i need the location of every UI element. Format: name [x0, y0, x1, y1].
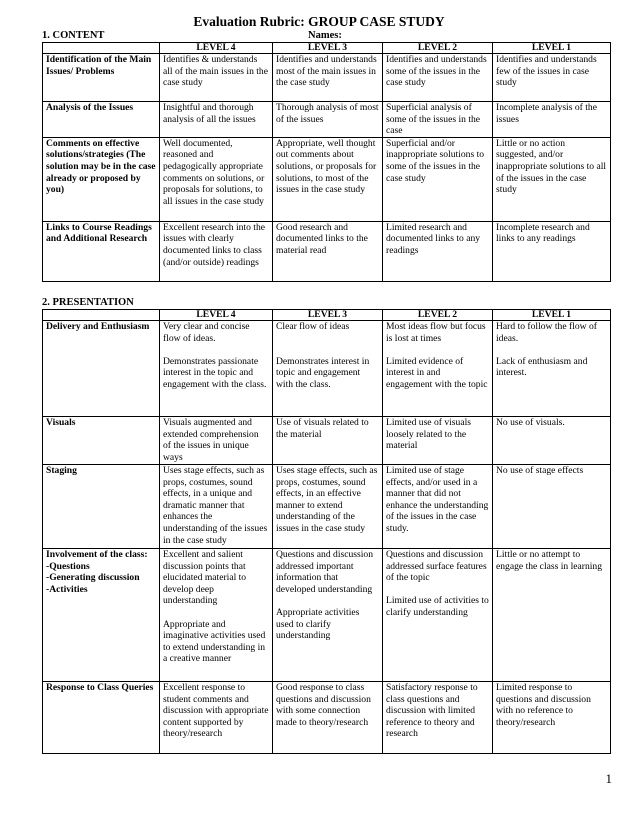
- content-rubric-table: [42, 42, 611, 282]
- rubric-cell: Hard to follow the flow of ideas. Lack of enthusiasm and interest.: [493, 321, 611, 417]
- rubric-cell: Limited use of visuals loosely related to the material: [383, 417, 493, 465]
- rubric-cell: Identifies and understands some of the issues in the case study: [383, 54, 493, 102]
- rubric-cell: Excellent response to student comments and discussion with appropriate content supported by theory/research: [160, 682, 273, 754]
- rubric-cell: Little or no attempt to engage the class in learning: [493, 549, 611, 682]
- rubric-cell: Incomplete research and links to any readings: [493, 221, 611, 281]
- table-row: [43, 137, 611, 221]
- rubric-cell: Identifies and understands most of the main issues in the case study: [273, 54, 383, 102]
- level-header: LEVEL 1: [493, 310, 611, 321]
- table-header-row: [43, 43, 611, 54]
- header-blank: [43, 310, 160, 321]
- rubric-cell: Excellent research into the issues with clearly documented links to class (and/or outside) readings: [160, 221, 273, 281]
- rubric-cell: Use of visuals related to the material: [273, 417, 383, 465]
- criterion-cell: Response to Class Queries: [43, 682, 160, 754]
- level-header: LEVEL 4: [160, 43, 273, 54]
- rubric-cell: Superficial and/or inappropriate solutions to some of the issues in the case study: [383, 137, 493, 221]
- rubric-cell: Well documented, reasoned and pedagogically appropriate comments on solutions, or proposals for solutions, to all issues in the case study: [160, 137, 273, 221]
- rubric-cell: No use of stage effects: [493, 465, 611, 549]
- criterion-cell: Involvement of the class: -Questions -Generating discussion -Activities: [43, 549, 160, 682]
- rubric-cell: Limited use of stage effects, and/or used in a manner that did not enhance the understanding of the issues in the case study.: [383, 465, 493, 549]
- criterion-cell: Analysis of the Issues: [43, 102, 160, 138]
- page-number: 1: [605, 771, 612, 786]
- rubric-cell: Questions and discussion addressed important information that developed understanding Appropriate activities used to clarify understanding: [273, 549, 383, 682]
- rubric-cell: Incomplete analysis of the issues: [493, 102, 611, 138]
- rubric-cell: Clear flow of ideas Demonstrates interest in topic and engagement with the class.: [273, 321, 383, 417]
- level-header: LEVEL 2: [383, 310, 493, 321]
- rubric-cell: No use of visuals.: [493, 417, 611, 465]
- rubric-cell: Satisfactory response to class questions and discussion with limited reference to theory and research: [383, 682, 493, 754]
- table-header-row: [43, 310, 611, 321]
- rubric-cell: Identifies & understands all of the main issues in the case study: [160, 54, 273, 102]
- section-heading-content: [42, 30, 610, 42]
- rubric-cell: Uses stage effects, such as props, costumes, sound effects, in an effective manner to extend understanding of the issues in the case study: [273, 465, 383, 549]
- criterion-cell: Delivery and Enthusiasm: [43, 321, 160, 417]
- criterion-cell: Comments on effective solutions/strategies (The solution may be in the case already or proposed by you): [43, 137, 160, 221]
- level-header: LEVEL 2: [383, 43, 493, 54]
- rubric-cell: Good response to class questions and discussion with some connection made to theory/research: [273, 682, 383, 754]
- rubric-cell: Limited research and documented links to any readings: [383, 221, 493, 281]
- table-row: [43, 102, 611, 138]
- header-blank: [43, 43, 160, 54]
- rubric-cell: Appropriate, well thought out comments about solutions, or proposals for solutions, to most of the issues in the case study: [273, 137, 383, 221]
- rubric-cell: Insightful and thorough analysis of all the issues: [160, 102, 273, 138]
- level-header: LEVEL 1: [493, 43, 611, 54]
- section-heading-presentation: [42, 297, 610, 309]
- rubric-cell: Excellent and salient discussion points that elucidated material to develop deep understanding Appropriate and imaginative activities used to extend understanding in a creative manner: [160, 549, 273, 682]
- rubric-cell: Visuals augmented and extended comprehension of the issues in unique ways: [160, 417, 273, 465]
- presentation-rubric-table: [42, 309, 611, 754]
- criterion-cell: Visuals: [43, 417, 160, 465]
- table-row: [43, 417, 611, 465]
- rubric-cell: Identifies and understands few of the issues in case study: [493, 54, 611, 102]
- names-label: Names:: [308, 30, 342, 41]
- page-title: Evaluation Rubric: GROUP CASE STUDY: [193, 14, 445, 29]
- table-row: [43, 682, 611, 754]
- level-header: LEVEL 4: [160, 310, 273, 321]
- rubric-cell: Superficial analysis of some of the issues in the case: [383, 102, 493, 138]
- table-row: [43, 321, 611, 417]
- rubric-cell: Limited response to questions and discussion with no reference to theory/research: [493, 682, 611, 754]
- table-row: [43, 54, 611, 102]
- rubric-cell: Good research and documented links to the material read: [273, 221, 383, 281]
- criterion-cell: Identification of the Main Issues/ Problems: [43, 54, 160, 102]
- level-header: LEVEL 3: [273, 310, 383, 321]
- criterion-cell: Staging: [43, 465, 160, 549]
- rubric-cell: Little or no action suggested, and/or inappropriate solutions to all of the issues in the case study: [493, 137, 611, 221]
- section-title: 1. CONTENT: [42, 30, 105, 41]
- criterion-cell: Links to Course Readings and Additional Research: [43, 221, 160, 281]
- table-row: [43, 549, 611, 682]
- rubric-cell: Questions and discussion addressed surface features of the topic Limited use of activities to clarify understanding: [383, 549, 493, 682]
- section-title: 2. PRESENTATION: [42, 297, 134, 308]
- rubric-cell: Thorough analysis of most of the issues: [273, 102, 383, 138]
- table-row: [43, 465, 611, 549]
- rubric-cell: Most ideas flow but focus is lost at times Limited evidence of interest in and engagement with the topic: [383, 321, 493, 417]
- level-header: LEVEL 3: [273, 43, 383, 54]
- table-row: [43, 221, 611, 281]
- rubric-cell: Uses stage effects, such as props, costumes, sound effects, in a unique and dramatic manner that enhances the understanding of the issues in the case study: [160, 465, 273, 549]
- rubric-cell: Very clear and concise flow of ideas. Demonstrates passionate interest in the topic and engagement with the class.: [160, 321, 273, 417]
